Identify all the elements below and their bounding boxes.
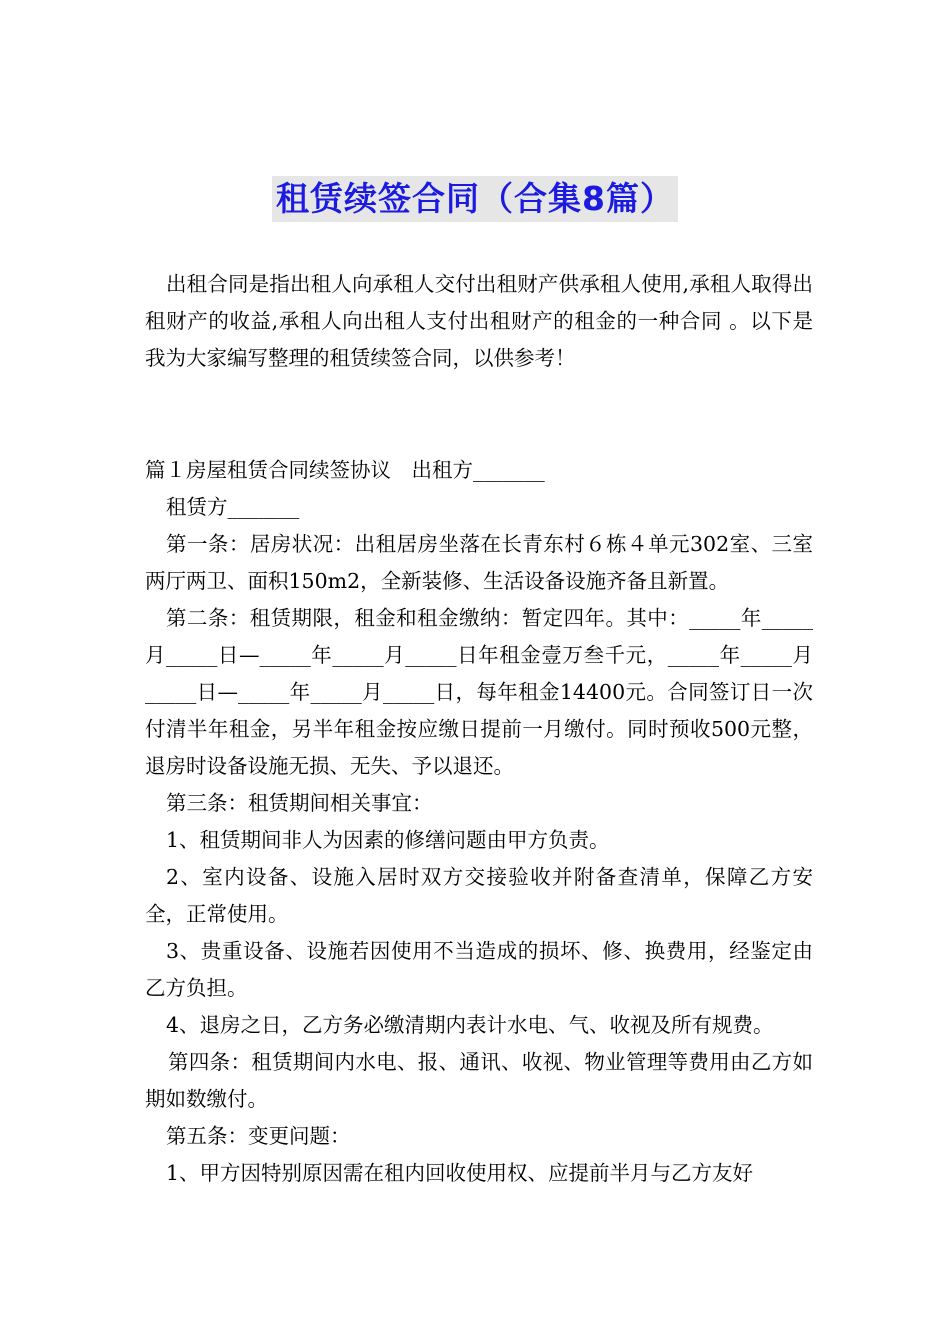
article-3-item-3: 3、贵重设备、设施若因使用不当造成的损坏、修、换费用，经鉴定由乙方负担。 xyxy=(145,939,813,1000)
article-2: 第二条：租赁期限，租金和租金缴纳：暂定四年。其中：_____年_____月_____日—_____年_____月_____日年租金壹万叁千元，_____年_____月_____日—_____年_____月_____日，每年租金14400元。合同签订日一次付清半年租金，另半年租金按应缴日提前一月缴付。同时预收500元整，退房时设备设施无损、无失、予以退还。 xyxy=(145,606,813,778)
article-4: 第四条：租赁期间内水电、报、通讯、收视、物业管理等费用由乙方如期如数缴付。 xyxy=(145,1050,813,1111)
article-3-item-2: 2、室内设备、设施入居时双方交接验收并附备查清单，保障乙方安全，正常使用。 xyxy=(145,865,813,926)
title-wrap xyxy=(0,176,950,222)
article-5-item-1: 1、甲方因特别原因需在租内回收使用权、应提前半月与乙方友好 xyxy=(166,1161,754,1185)
article-3-item-4: 4、退房之日，乙方务必缴清期内表计水电、气、收视及所有规费。 xyxy=(166,1013,774,1037)
lessee-line: 租赁方_______ xyxy=(166,495,300,519)
article-1: 第一条：居房状况：出租居房坐落在长青东村６栋４单元302室、三室两厅两卫、面积150m2，全新装修、生活设备设施齐备且新置。 xyxy=(145,532,813,593)
document-title: 租赁续签合同（合集8篇） xyxy=(272,176,678,222)
article-3-item-1: 1、租赁期间非人为因素的修缮问题由甲方负责。 xyxy=(166,828,610,852)
contract-body xyxy=(145,452,813,1192)
article-5: 第五条：变更问题： xyxy=(166,1124,351,1148)
contract-heading-line: 篇１房屋租赁合同续签协议 出租方_______ xyxy=(145,458,545,482)
intro-paragraph: 出租合同是指出租人向承租人交付出租财产供承租人使用,承租人取得出租财产的收益,承租人向出租人支付出租财产的租金的一种合同 。以下是我为大家编写整理的租赁续签合同，以供参考！ xyxy=(145,272,813,370)
article-3: 第三条：租赁期间相关事宜： xyxy=(166,791,433,815)
intro-section xyxy=(145,266,813,377)
